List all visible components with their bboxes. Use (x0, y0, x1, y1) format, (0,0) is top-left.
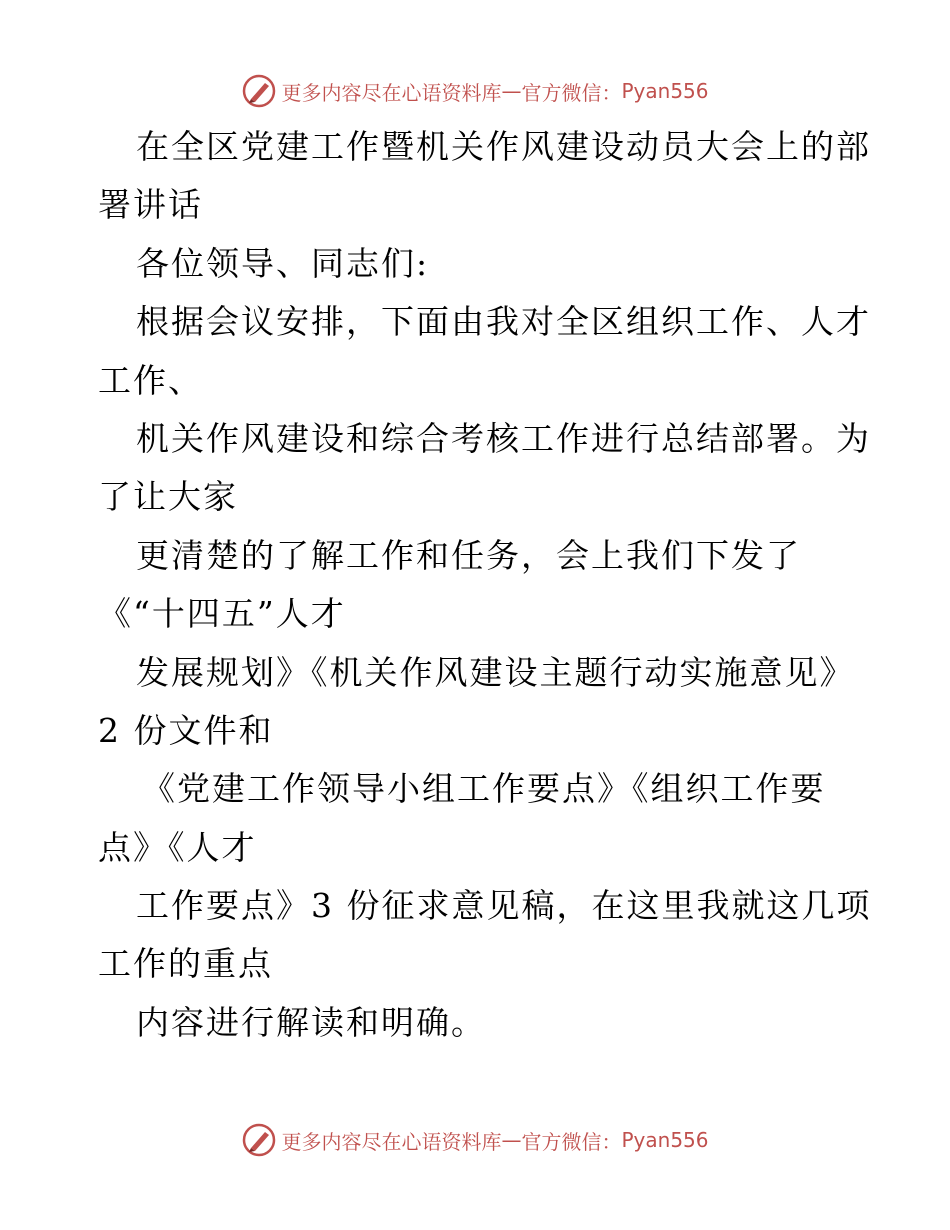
paragraph-line: 机关作风建设和综合考核工作进行总结部署。为 (136, 418, 871, 458)
footer-separator: — (501, 1128, 522, 1152)
paragraph-line: 根据会议安排，下面由我对全区组织工作、人才 (136, 302, 871, 342)
title-line-2: 署讲话 (98, 185, 203, 225)
pen-seal-logo-icon (241, 73, 277, 109)
document-body (98, 118, 872, 1052)
pen-seal-logo-icon (241, 1122, 277, 1158)
header-brand: 更多内容尽在心语资料库 (281, 80, 502, 105)
paragraph-line: 《“十四五”人才 (98, 594, 346, 634)
paragraph-line: 点》《人才 (98, 827, 257, 867)
footer-channel: 官方微信： (521, 1129, 622, 1154)
paragraph-line: 工作、 (98, 360, 203, 400)
paragraph-line: 《党建工作领导小组工作要点》《组织工作要 (142, 769, 826, 809)
paragraph-line: 工作要点》3 份征求意见稿，在这里我就这几项 (136, 886, 872, 926)
header-channel: 官方微信： (521, 80, 622, 105)
paragraph-line: 2 份文件和 (98, 710, 274, 750)
footer-brand: 更多内容尽在心语资料库 (281, 1129, 502, 1154)
header-separator: — (501, 79, 522, 103)
salutation: 各位领导、同志们: (136, 243, 430, 283)
header-wechat-id: Pyan556 (621, 79, 709, 103)
footer-banner (0, 1120, 950, 1160)
paragraph-line: 更清楚的了解工作和任务，会上我们下发了 (136, 535, 801, 575)
header-banner (0, 71, 950, 111)
title-line-1: 在全区党建工作暨机关作风建设动员大会上的部 (136, 127, 871, 166)
paragraph-line: 内容进行解读和明确。 (136, 1002, 486, 1042)
footer-wechat-id: Pyan556 (621, 1128, 709, 1152)
paragraph-line: 工作的重点 (98, 944, 273, 984)
paragraph-line: 发展规划》《机关作风建设主题行动实施意见》 (136, 652, 855, 692)
paragraph-line: 了让大家 (98, 477, 238, 517)
